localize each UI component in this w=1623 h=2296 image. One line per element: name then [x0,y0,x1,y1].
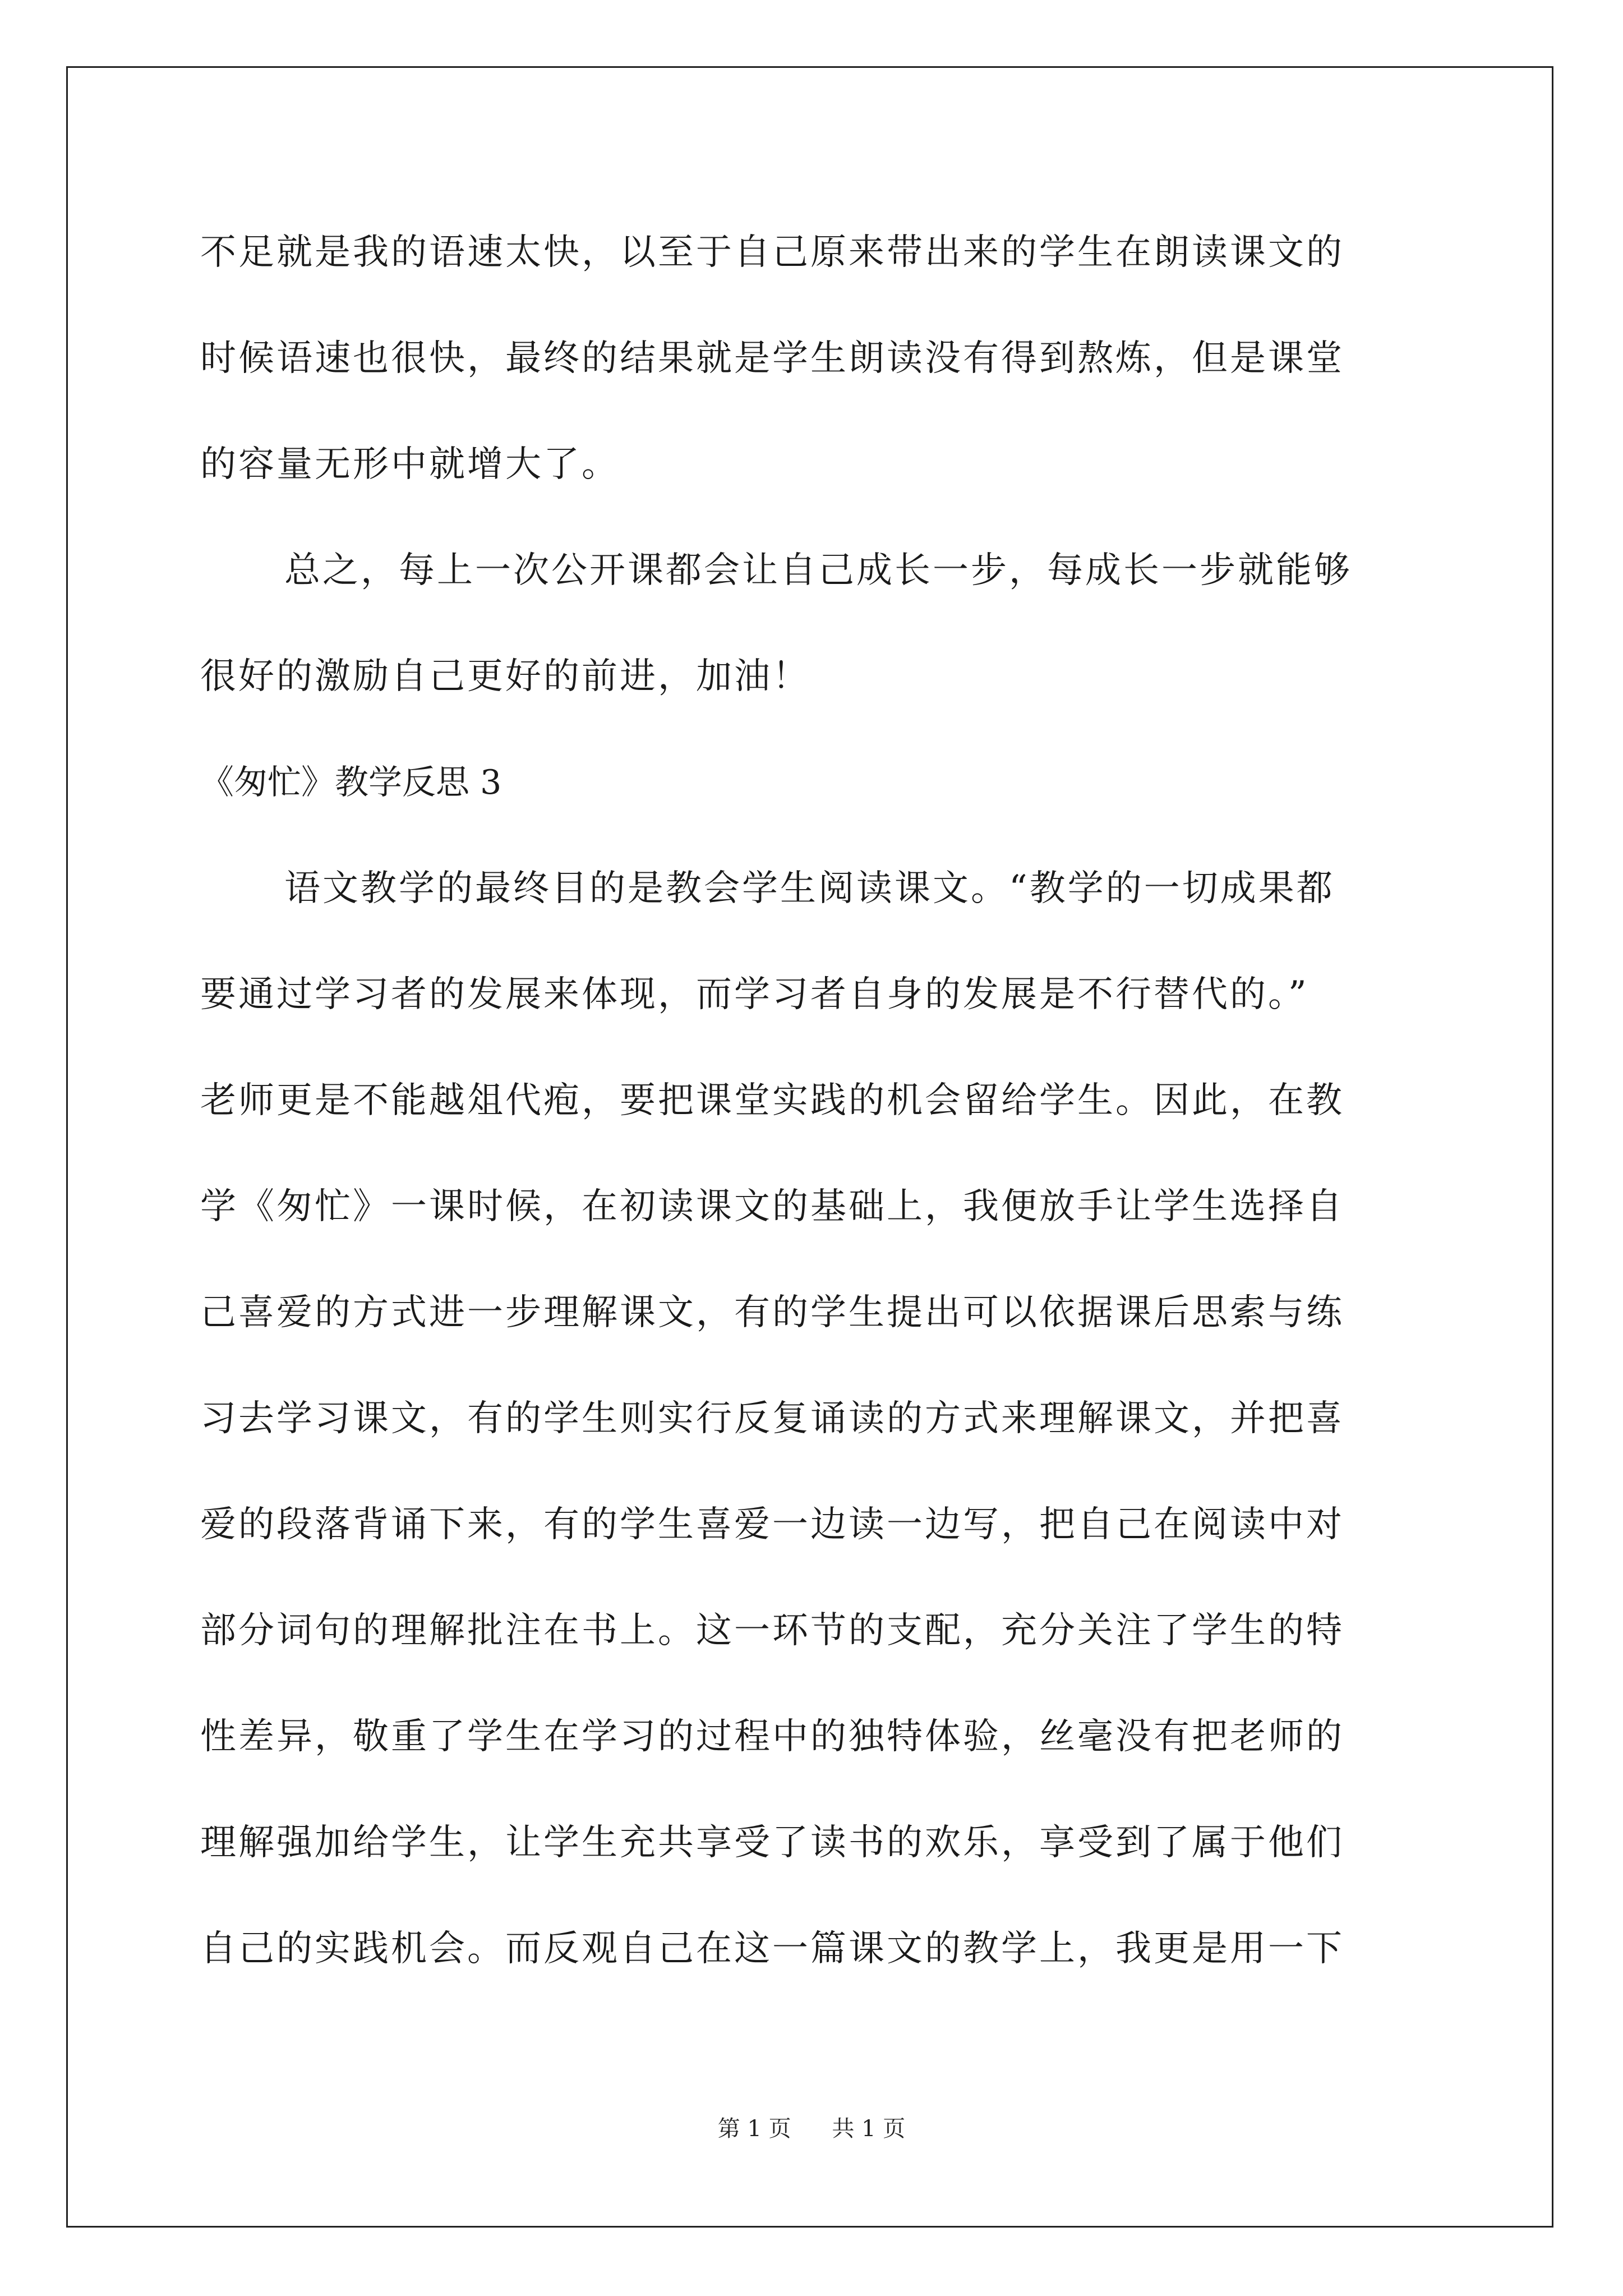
text-line: 很好的激励自己更好的前进，加油！ [200,656,810,697]
page-footer [0,2115,1623,2143]
paragraph [200,861,1428,2027]
text-line: 不足就是我的语速太快，以至于自己原来带出来的学生在朗读课文的 [200,232,1344,273]
paragraph [200,542,1428,754]
text-line: 部分词句的理解批注在书上。这一环节的支配，充分关注了学生的特 [200,1610,1344,1651]
text-line: 习去学习课文，有的学生则实行反复诵读的方式来理解课文，并把喜 [200,1398,1344,1439]
paragraph [200,224,1428,542]
text-line: 要通过学习者的发展来体现，而学习者自身的发展是不行替代的。” [200,974,1309,1015]
text-line: 语文教学的最终目的是教会学生阅读课文。“教学的一切成果都 [284,868,1335,909]
page-number: 第 1 页 [717,2116,791,2142]
text-line: 的容量无形中就增大了。 [200,444,620,485]
text-line: 老师更是不能越俎代疱，要把课堂实践的机会留给学生。因此，在教 [200,1080,1344,1121]
document-body [200,224,1428,2027]
page-total: 共 1 页 [832,2116,906,2142]
text-line: 时候语速也很快，最终的结果就是学生朗读没有得到熬炼，但是课堂 [200,338,1344,379]
text-line: 理解强加给学生，让学生充共享受了读书的欢乐，享受到了属于他们 [200,1822,1344,1864]
text-line: 总之，每上一次公开课都会让自己成长一步，每成长一步就能够 [284,550,1352,591]
section-heading: 《匆忙》教学反思 3 [200,763,502,802]
text-line: 己喜爱的方式进一步理解课文，有的学生提出可以依据课后思索与练 [200,1292,1344,1333]
text-line: 性差异，敬重了学生在学习的过程中的独特体验，丝毫没有把老师的 [200,1716,1344,1757]
text-line: 爱的段落背诵下来，有的学生喜爱一边读一边写，把自己在阅读中对 [200,1504,1344,1545]
text-line: 自己的实践机会。而反观自己在这一篇课文的教学上，我更是用一下 [200,1928,1344,1970]
text-line: 学《匆忙》一课时候，在初读课文的基础上，我便放手让学生选择自 [200,1186,1344,1227]
